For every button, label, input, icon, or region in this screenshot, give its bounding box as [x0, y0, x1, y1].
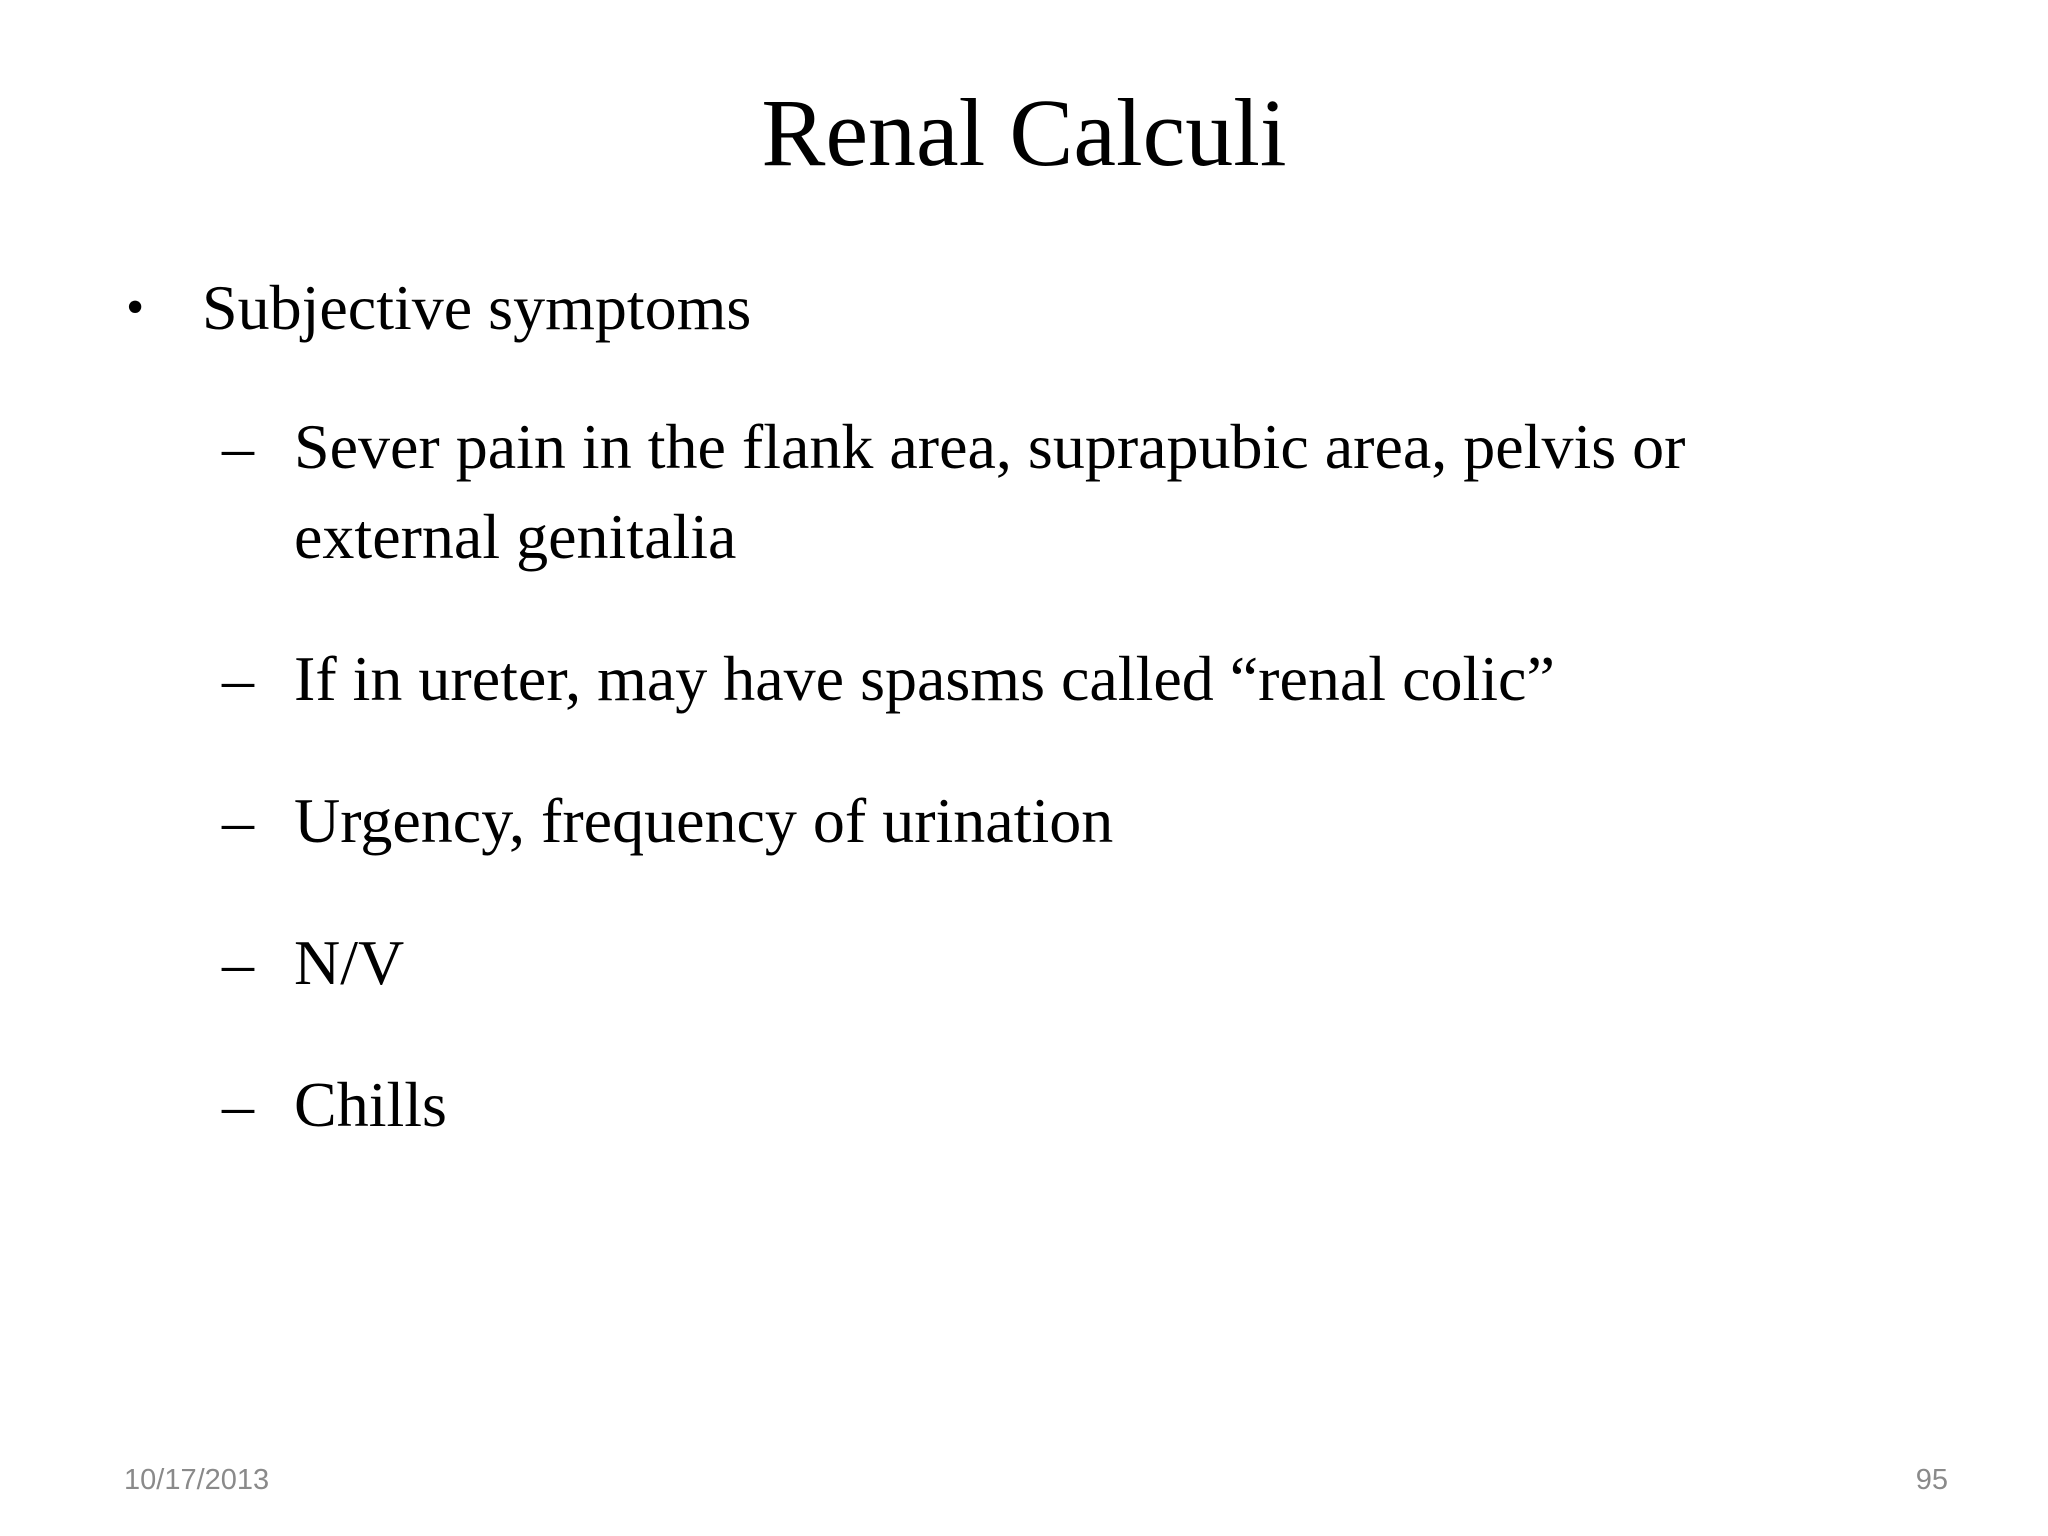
- sub-bullet-item: [222, 776, 1842, 866]
- sub-bullet-text: Chills: [294, 1069, 447, 1140]
- sub-bullet-dash: –: [222, 643, 254, 714]
- sub-bullet-item: [222, 1060, 1842, 1150]
- bullet-marker: •: [126, 279, 145, 336]
- footer-date: 10/17/2013: [124, 1464, 270, 1496]
- sub-bullet-dash: –: [222, 1069, 254, 1140]
- sub-bullet-dash: –: [222, 411, 254, 482]
- sub-bullet-text: If in ureter, may have spasms called “renal colic”: [294, 643, 1555, 714]
- sub-bullet-dash: –: [222, 785, 254, 856]
- sub-bullet-text: Sever pain in the flank area, suprapubic area, pelvis or external genitalia: [294, 411, 1686, 572]
- sub-bullet-list: [222, 402, 1842, 1202]
- sub-bullet-text: N/V: [294, 927, 405, 998]
- sub-bullet-text: Urgency, frequency of urination: [294, 785, 1114, 856]
- slide-title: Renal Calculi: [761, 79, 1287, 186]
- sub-bullet-dash: –: [222, 927, 254, 998]
- slide-number: 95: [1915, 1464, 1948, 1496]
- bullet-text: Subjective symptoms: [202, 272, 752, 343]
- sub-bullet-item: [222, 402, 1842, 582]
- sub-bullet-item: [222, 634, 1842, 724]
- sub-bullet-item: [222, 918, 1842, 1008]
